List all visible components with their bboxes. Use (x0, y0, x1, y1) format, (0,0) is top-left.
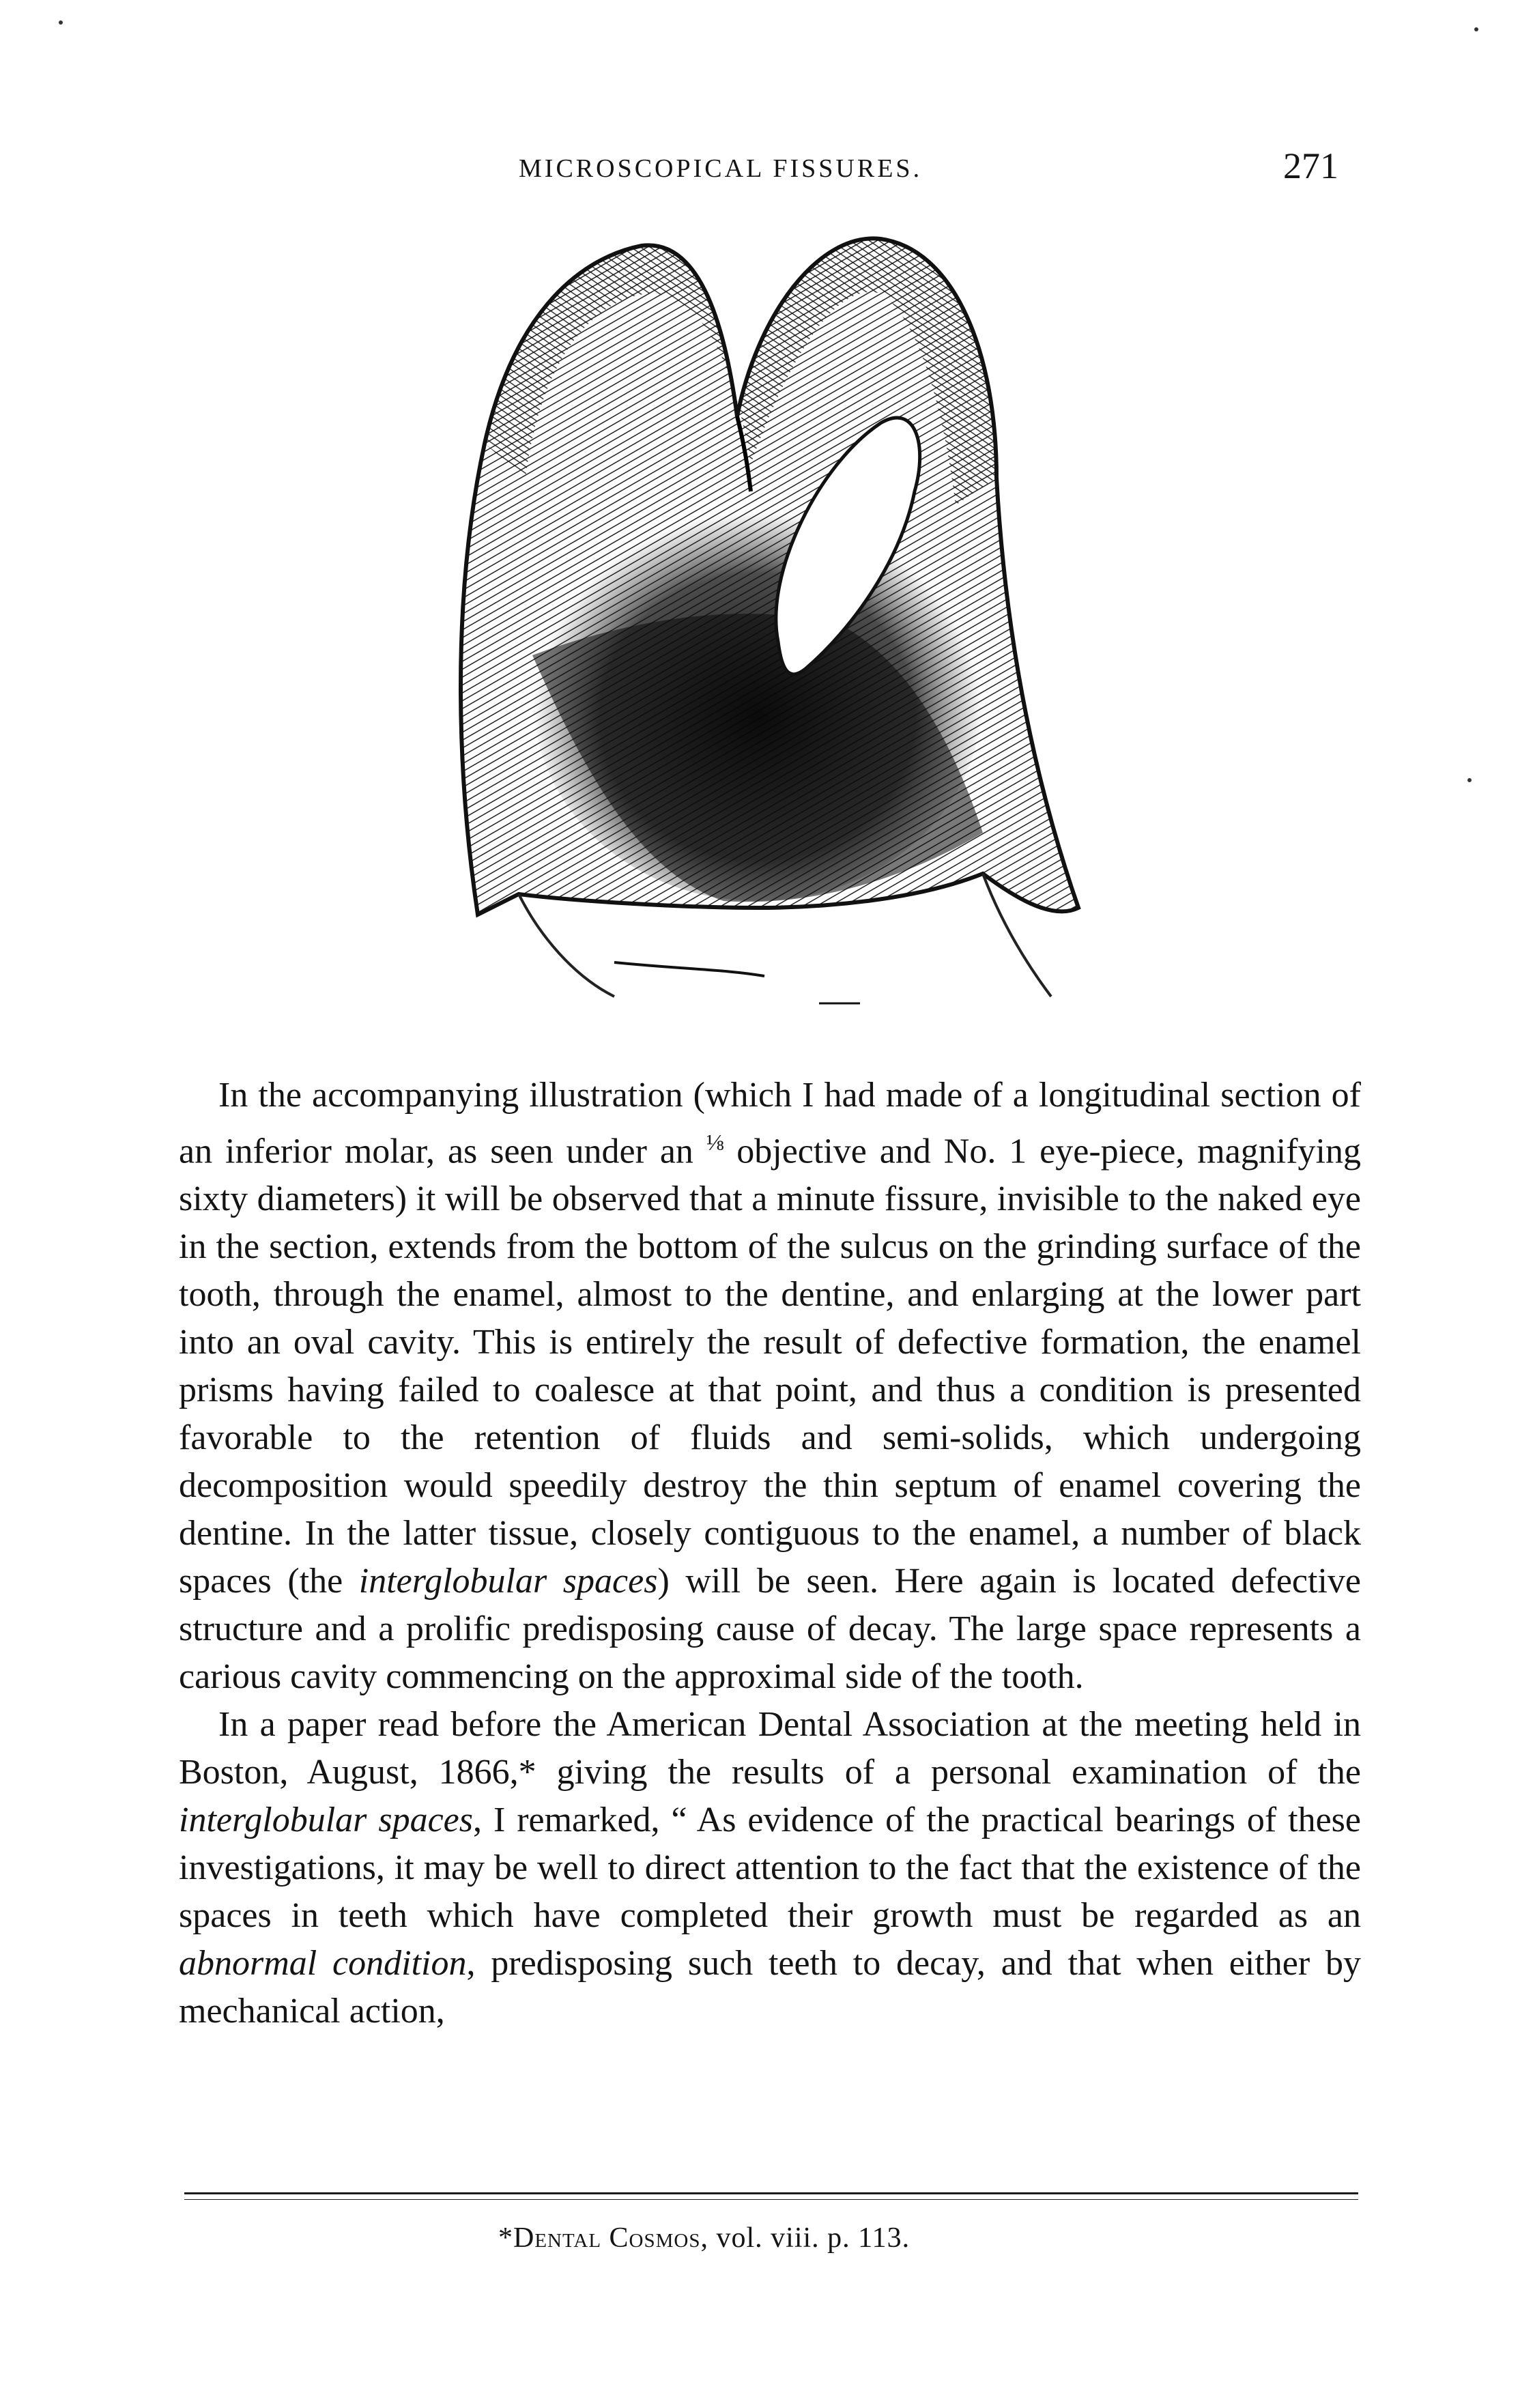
ink-speck (1467, 778, 1472, 782)
paragraph-1: In the accompanying illustration (which I had made of a longitudinal section of an inferior molar, as seen under an $^{\frac{1}{8}}$ objective and No. 1 eye-piece, magnifying sixty diameters) it will be observed that a minute fissure, invisible to the naked eye in the section, extends from the bottom of the sulcus on the grinding surface of the tooth, through the enamel, almost to the dentine, and enlarging at the lower part into an oval cavity. This is entirely the result of defective formation, the enamel prisms having failed to coalesce at that point, and thus a condition is presented favorable to the retention of fluids and semi-solids, which undergoing decomposition would speedily destroy the thin septum of enamel covering the dentine. In the latter tissue, closely contiguous to the enamel, a number of black spaces (the interglobular spaces) will be seen. Here again is located defective structure and a prolific predisposing cause of decay. The large space represents a carious cavity commencing on the approximal side of the tooth. (179, 1076, 1362, 1697)
footnote-rule (184, 2192, 1358, 2194)
running-title: MICROSCOPICAL FISSURES. (519, 154, 923, 183)
ink-speck (1474, 27, 1478, 31)
footnote-rule-thin (184, 2199, 1358, 2200)
ink-speck (59, 20, 63, 25)
tooth-section-illustration (437, 218, 1092, 1065)
page-number: 271 (1283, 145, 1338, 186)
body-text (179, 1072, 1361, 2035)
footnote: *Dental Cosmos, vol. viii. p. 113. (498, 2222, 910, 2254)
paragraph-2: In a paper read before the American Dental Association at the meeting held in Boston, August, 1866,* giving the results of a personal examination of the interglobular spaces, I remarked, “ As evidence of the practical bearings of these investigations, it may be well to direct attention to the fact that the existence of the spaces in teeth which have completed their growth must be regarded as an abnormal condition, predisposing such teeth to decay, and that when either by mechanical action, (179, 1705, 1362, 2031)
tooth-section-icon (437, 218, 1092, 1065)
